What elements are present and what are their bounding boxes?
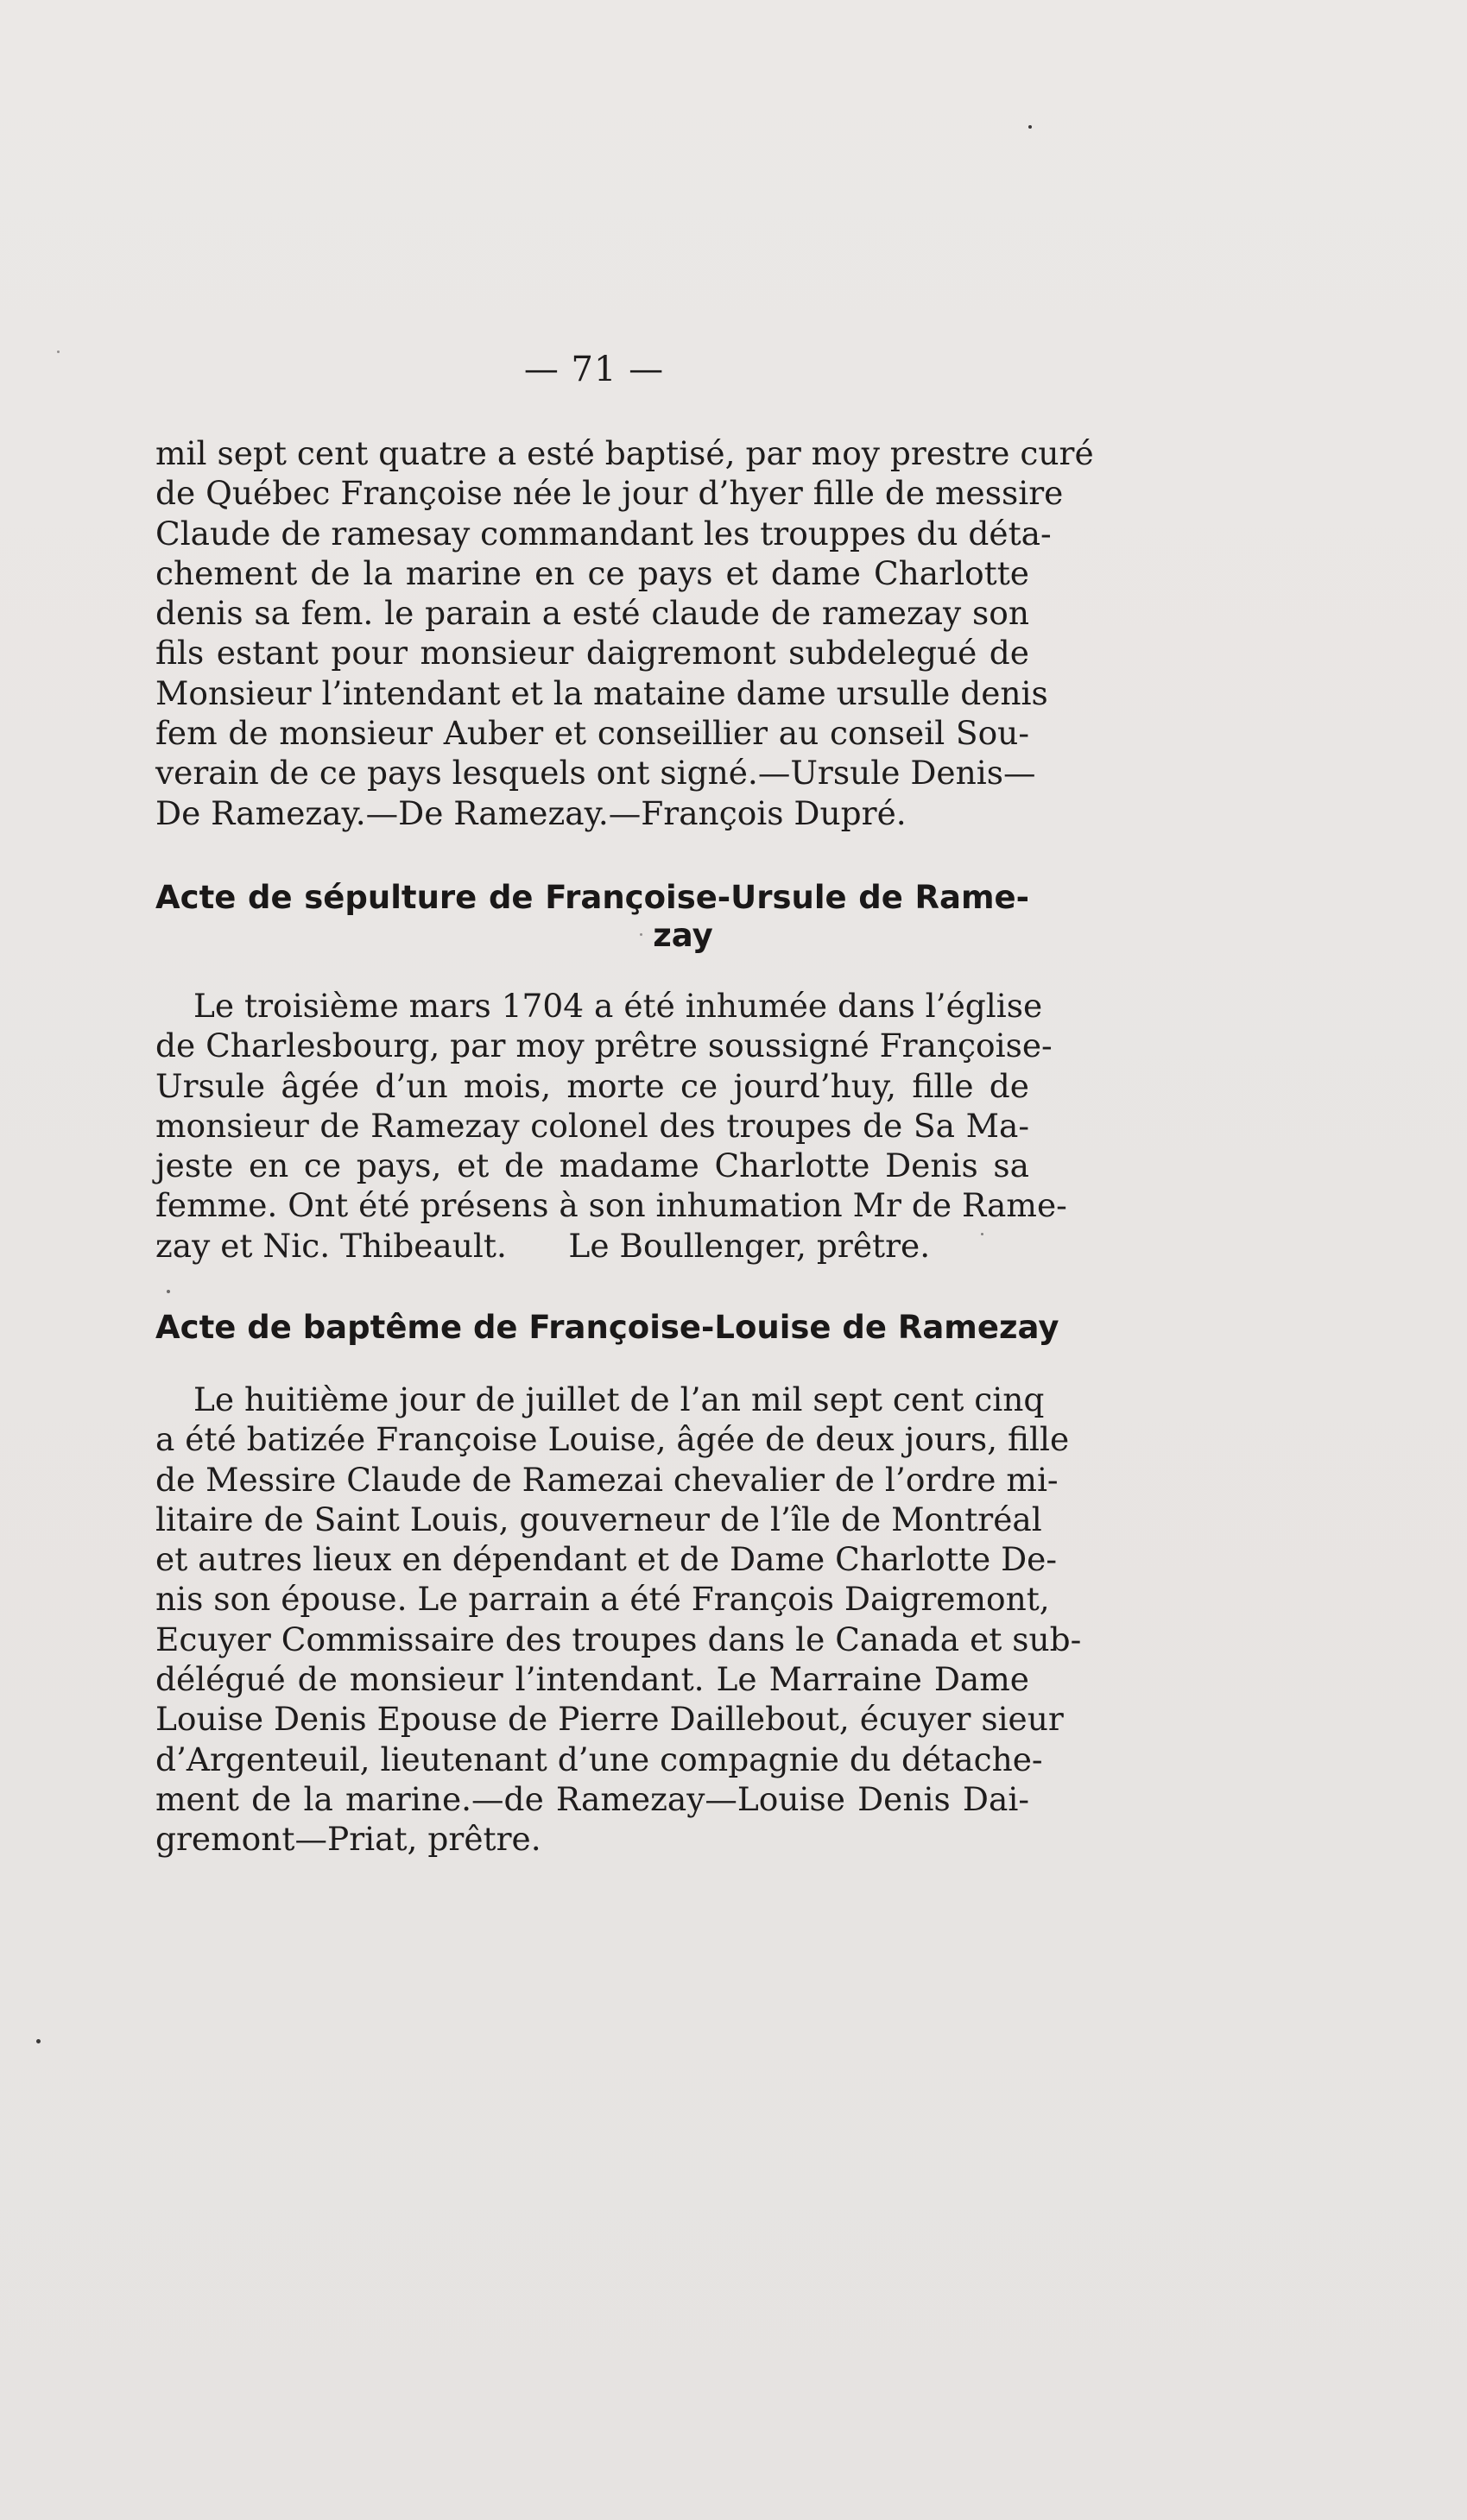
text-line: Claude de ramesay commandant les trouppes du déta- [155,514,1052,553]
text-line: femme. Ont été présens à son inhumation Mr de Rame- [155,1186,1067,1225]
text-line: De Ramezay.—De Ramezay.—François Dupré. [155,793,907,832]
text-line: et autres lieux en dépendant et de Dame Charlotte De- [155,1540,1058,1579]
paper-speck [57,351,60,353]
text-line: jeste en ce pays, et de madame Charlotte Denis sa [155,1146,1029,1185]
paragraph-baptism-francoise [155,433,1094,833]
paper-speck [640,933,642,936]
paragraph-baptism-record [155,1380,1082,1860]
text-line: d’Argenteuil, lieutenant d’une compagnie du détache- [155,1740,1043,1778]
text-line: fem de monsieur Auber et conseillier au conseil Sou- [155,714,1029,753]
text-line: gremont—Priat, prêtre. [155,1820,541,1859]
paper-speck [167,1290,170,1293]
text-line: Ursule âgée d’un mois, morte ce jourd’huy, fille de [155,1066,1029,1105]
text-line: verain de ce pays lesquels ont signé.—Ursule Denis— [155,754,1036,793]
heading-line: zay [653,917,713,954]
text-line: zay et Nic. Thibeault. Le Boullenger, prêtre. [155,1226,931,1265]
text-line: Louise Denis Epouse de Pierre Daillebout, écuyer sieur [155,1700,1064,1739]
text-line: de Québec Françoise née le jour d’hyer fille de messire [155,474,1064,513]
text-line: a été batizée Françoise Louise, âgée de deux jours, fille [155,1420,1070,1459]
paper-speck [36,2039,41,2043]
text-line: Le huitième jour de juillet de l’an mil sept cent cinq [193,1380,1045,1418]
section-heading-baptism [155,1309,1059,1347]
text-line: de Charlesbourg, par moy prêtre soussigné Françoise- [155,1026,1053,1065]
text-line: fils estant pour monsieur daigremont subdelegué de [155,634,1029,673]
text-line: de Messire Claude de Ramezai chevalier de l’ordre mi- [155,1460,1059,1499]
text-line: litaire de Saint Louis, gouverneur de l’île de Montréal [155,1500,1042,1538]
text-line: chement de la marine en ce pays et dame Charlotte [155,553,1029,592]
text-line: ment de la marine.—de Ramezay—Louise Denis Dai- [155,1779,1029,1818]
heading-line: Acte de baptême de Françoise-Louise de Ramezay [155,1309,1059,1346]
text-line: Monsieur l’intendant et la mataine dame ursulle denis [155,673,1048,712]
text-line: Ecuyer Commissaire des troupes dans le Canada et sub- [155,1620,1082,1658]
paper-speck [1028,125,1032,129]
heading-line: Acte de sépulture de Françoise-Ursule de Rame- [155,879,1029,916]
text-line: monsieur de Ramezay colonel des troupes de Sa Ma- [155,1106,1029,1145]
text-line: délégué de monsieur l’intendant. Le Marraine Dame [155,1660,1029,1699]
paragraph-burial-record [155,986,1067,1266]
section-heading-burial [155,879,1029,955]
paper-speck [981,1233,983,1235]
text-line: nis son épouse. Le parrain a été François Daigremont, [155,1580,1050,1619]
page-number: — 71 — [523,350,665,389]
text-line: denis sa fem. le parain a esté claude de ramezay son [155,594,1029,633]
text-line: mil sept cent quatre a esté baptisé, par moy prestre curé [155,434,1094,472]
text-line: Le troisième mars 1704 a été inhumée dans l’église [193,987,1043,1025]
